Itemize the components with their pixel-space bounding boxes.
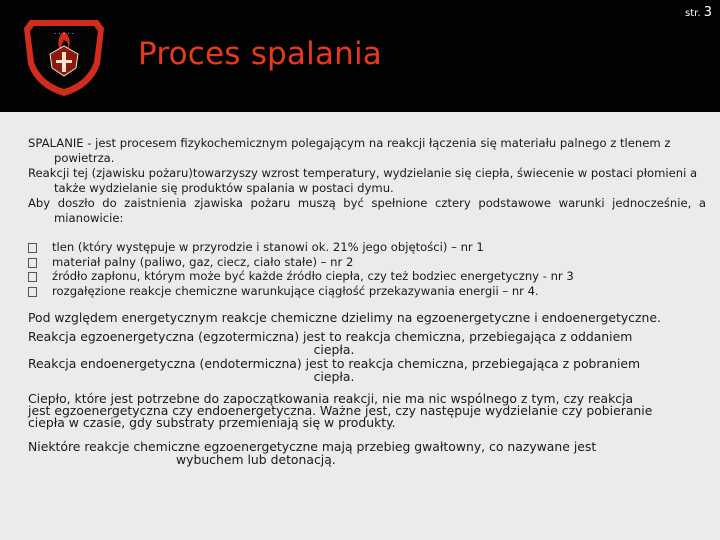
- bullet-box-icon: [28, 258, 37, 268]
- definition-line-2: Reakcji tej (zjawisku pożaru)towarzyszy wzrost temperatury, wydzielanie się ciepła, świecenie w postaci płomieni a także wydzielanie się produktów spalania w postaci dymu.: [28, 166, 698, 195]
- list-item: [28, 284, 706, 299]
- condition-text-2: materiał palny (paliwo, gaz, ciecz, ciało stałe) – nr 2: [52, 254, 354, 269]
- page-number-value: 3: [703, 5, 712, 20]
- detonation-line-cont: wybuchem lub detonacją.: [176, 452, 336, 467]
- condition-text-4: rozgałęzione reakcje chemiczne warunkujące ciągłość przekazywania energii – nr 4.: [52, 283, 539, 298]
- page-number: [685, 5, 712, 20]
- detonation-line: Niektóre reakcje chemiczne egzoenergetyczne mają przebieg gwałtowny, co nazywane jest: [28, 439, 597, 454]
- fire-brigade-badge-icon: [20, 16, 108, 98]
- svg-text:· · · · ·: · · · · ·: [53, 30, 75, 38]
- heat-line-2: jest egzoenergetyczna czy endoenergetyczna. Ważne jest, czy następuje wydzielanie czy pobieranie: [28, 403, 653, 418]
- conditions-list: [28, 240, 706, 298]
- list-item: [28, 269, 706, 284]
- definition-line-1: SPALANIE - jest procesem fizykochemicznym polegającym na reakcji łączenia się materiału palnego z tlenem z powietrza.: [28, 136, 671, 165]
- page-label: str.: [685, 8, 701, 19]
- heat-line-3: ciepła w czasie, gdy substraty przemieniają się w produkty.: [28, 415, 396, 430]
- header-band: [0, 0, 720, 112]
- exo-definition: Reakcja egzoenergetyczna (egzotermiczna) jest to reakcja chemiczna, przebiegająca z oddaniem: [28, 329, 633, 344]
- endo-definition-cont: ciepła.: [313, 369, 355, 384]
- condition-text-3: źródło zapłonu, którym może być każde źródło ciepła, czy też bodziec energetyczny - nr 3: [52, 269, 574, 283]
- condition-text-1: tlen (który występuje w przyrodzie i stanowi ok. 21% jego objętości) – nr 1: [52, 240, 484, 254]
- energy-intro: Pod względem energetycznym reakcje chemiczne dzielimy na egzoenergetyczne i endoenergetyczne.: [28, 310, 661, 325]
- energy-section: [28, 310, 700, 466]
- list-item: [28, 255, 706, 270]
- bullet-box-icon: [28, 287, 37, 297]
- exo-definition-cont: ciepła.: [313, 342, 355, 357]
- list-item: [28, 240, 706, 255]
- definition-line-3: Aby doszło do zaistnienia zjawiska pożaru muszą być spełnione cztery podstawowe warunki jednocześnie, a mianowicie:: [28, 196, 706, 225]
- page-title: Proces spalania: [138, 36, 382, 72]
- definition-section: [28, 136, 706, 298]
- endo-definition: Reakcja endoenergetyczna (endotermiczna) jest to reakcja chemiczna, przebiegająca z pobraniem: [28, 356, 641, 371]
- heat-line-1: Ciepło, które jest potrzebne do zapoczątkowania reakcji, nie ma nic wspólnego z tym, czy reakcja: [28, 391, 634, 406]
- bullet-box-icon: [28, 272, 37, 282]
- bullet-box-icon: [28, 243, 37, 253]
